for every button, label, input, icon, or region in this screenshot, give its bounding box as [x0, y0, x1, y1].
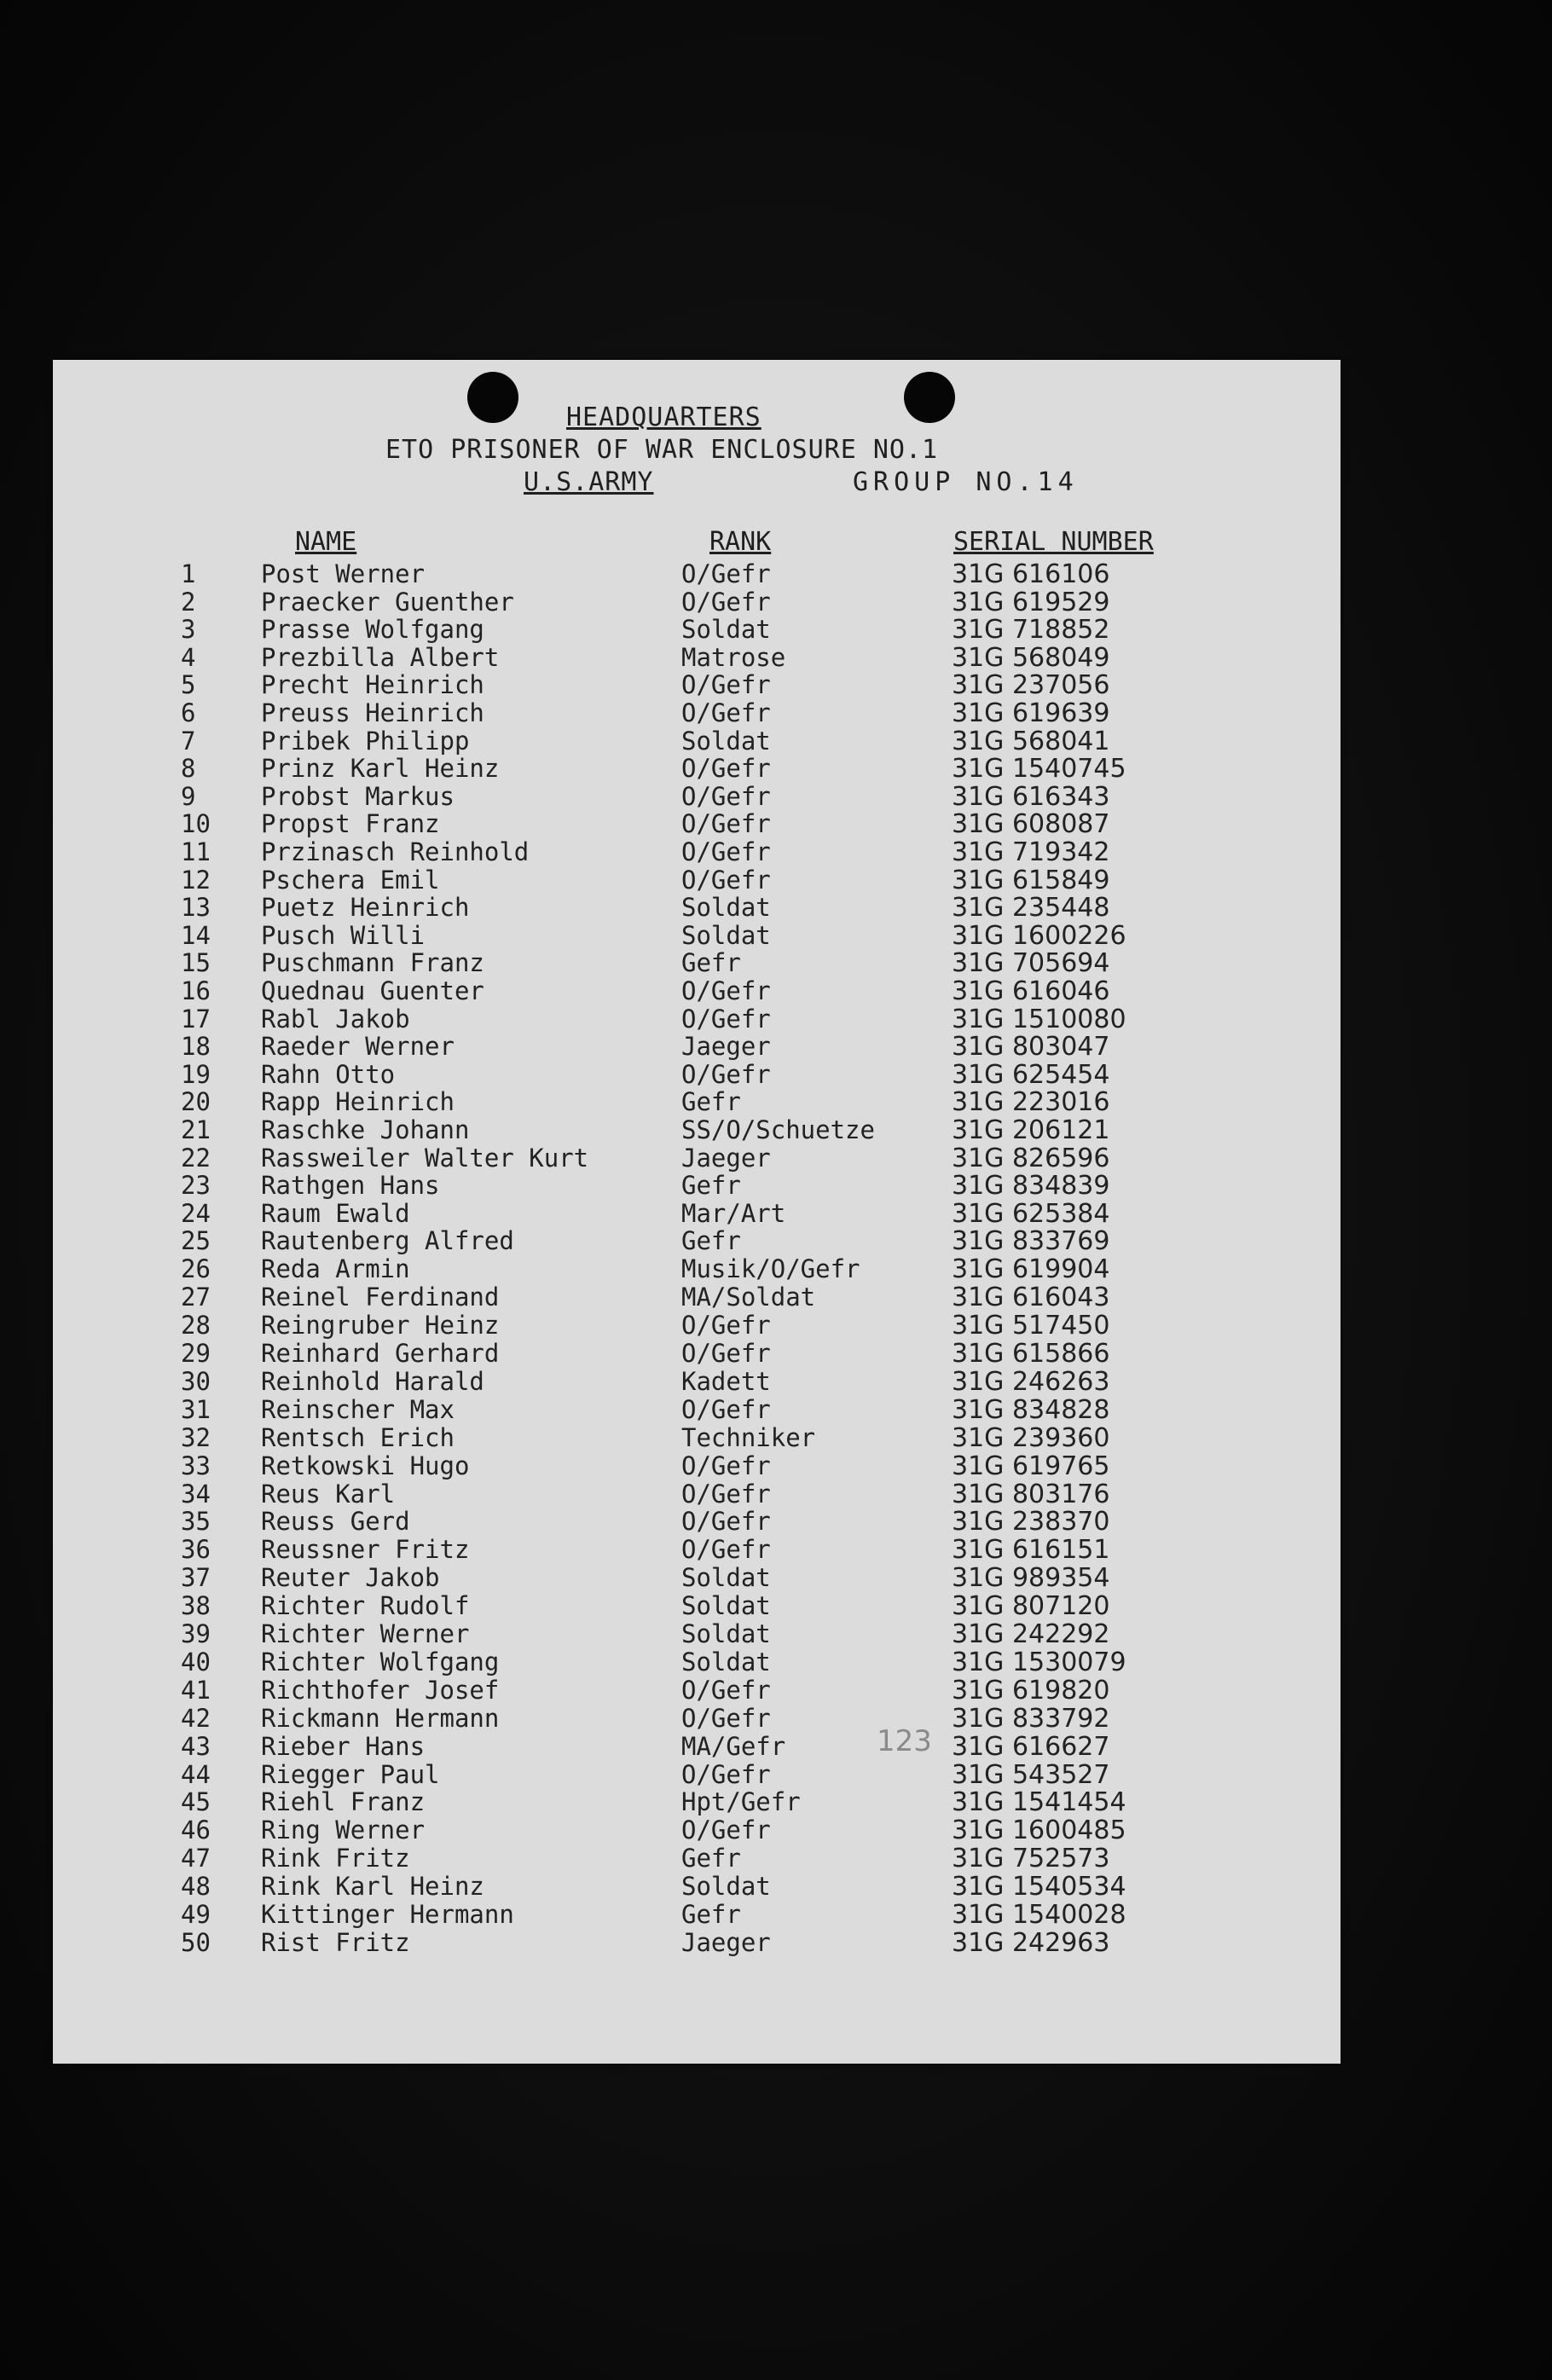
- prisoner-name: Reuter Jakob: [261, 1563, 440, 1593]
- table-row: [53, 1395, 1341, 1423]
- prisoner-name: Rickmann Hermann: [261, 1703, 500, 1733]
- prisoner-name: Riegger Paul: [261, 1759, 440, 1789]
- prisoner-serial-number: 31G 826596: [952, 1143, 1110, 1173]
- table-row: [53, 1144, 1341, 1172]
- table-row: [53, 1676, 1341, 1704]
- prisoner-rank: O/Gefr: [681, 1507, 771, 1537]
- table-row: [53, 1647, 1341, 1676]
- prisoner-rank: Soldat: [681, 726, 771, 756]
- row-number: 4: [181, 642, 196, 672]
- prisoner-rank: O/Gefr: [681, 837, 771, 866]
- prisoner-rank: Soldat: [681, 1647, 771, 1676]
- table-row: [53, 588, 1341, 616]
- table-row: [53, 837, 1341, 866]
- prisoner-rank: Kadett: [681, 1366, 771, 1396]
- table-row: [53, 809, 1341, 840]
- table-row: [53, 1254, 1341, 1283]
- prisoner-rank: SS/O/Schuetze: [681, 1115, 875, 1144]
- prisoner-serial-number: 31G 206121: [952, 1115, 1110, 1145]
- prisoner-name: Reinhold Harald: [261, 1366, 484, 1396]
- prisoner-rank: Soldat: [681, 1872, 771, 1902]
- table-row: [53, 1311, 1341, 1339]
- prisoner-rank: Soldat: [681, 920, 771, 950]
- prisoner-rank: Mar/Art: [681, 1198, 786, 1228]
- row-number: 28: [181, 1311, 211, 1341]
- prisoner-rank: Matrose: [681, 642, 786, 672]
- prisoner-rank: O/Gefr: [681, 1703, 771, 1733]
- column-header-serial: SERIAL NUMBER: [953, 527, 1154, 557]
- prisoner-name: Puetz Heinrich: [261, 893, 470, 923]
- prisoner-serial-number: 31G 833792: [952, 1703, 1110, 1734]
- table-row: [53, 1005, 1341, 1033]
- prisoner-name: Post Werner: [261, 559, 426, 588]
- prisoner-serial-number: 31G 719342: [952, 837, 1110, 867]
- prisoner-rank: O/Gefr: [681, 1394, 771, 1424]
- prisoner-rank: O/Gefr: [681, 1815, 771, 1845]
- prisoner-name: Richter Rudolf: [261, 1591, 470, 1621]
- prisoner-rank: Soldat: [681, 615, 771, 645]
- prisoner-rank: Gefr: [681, 1226, 741, 1256]
- prisoner-rank: Soldat: [681, 1591, 771, 1621]
- prisoner-serial-number: 31G 1540534: [952, 1872, 1126, 1902]
- prisoner-rank: Soldat: [681, 1563, 771, 1593]
- prisoner-name: Retkowski Hugo: [261, 1451, 470, 1480]
- punch-hole-left: [467, 372, 518, 423]
- prisoner-rank: O/Gefr: [681, 1311, 771, 1341]
- table-row: [53, 1787, 1341, 1818]
- row-number: 29: [181, 1339, 211, 1368]
- header-enclosure: ETO PRISONER OF WAR ENCLOSURE NO.1: [385, 435, 939, 465]
- row-number: 41: [181, 1675, 211, 1705]
- prisoner-name: Przinasch Reinhold: [261, 837, 530, 866]
- row-number: 33: [181, 1451, 211, 1480]
- row-number: 13: [181, 893, 211, 923]
- table-row: [53, 1115, 1341, 1144]
- table-row: [53, 948, 1341, 979]
- prisoner-serial-number: 31G 1530079: [952, 1647, 1126, 1677]
- prisoner-rank: O/Gefr: [681, 1059, 771, 1089]
- prisoner-serial-number: 31G 619639: [952, 698, 1110, 728]
- prisoner-serial-number: 31G 718852: [952, 615, 1110, 646]
- row-number: 12: [181, 865, 211, 895]
- table-row: [53, 1451, 1341, 1480]
- row-number: 21: [181, 1115, 211, 1144]
- table-row: [53, 1704, 1341, 1732]
- table-row: [53, 1199, 1341, 1227]
- row-number: 18: [181, 1032, 211, 1062]
- prisoner-name: Preuss Heinrich: [261, 698, 484, 727]
- prisoner-rank: O/Gefr: [681, 559, 771, 588]
- prisoner-rank: O/Gefr: [681, 698, 771, 727]
- prisoner-name: Probst Markus: [261, 781, 455, 811]
- prisoner-name: Reda Armin: [261, 1254, 410, 1284]
- row-number: 22: [181, 1143, 211, 1173]
- prisoner-serial-number: 31G 615866: [952, 1339, 1110, 1369]
- prisoner-serial-number: 31G 625384: [952, 1198, 1110, 1229]
- prisoner-rank: O/Gefr: [681, 1339, 771, 1368]
- prisoner-rank: O/Gefr: [681, 1759, 771, 1789]
- prisoner-rank: Gefr: [681, 948, 741, 978]
- prisoner-serial-number: 31G 616046: [952, 976, 1110, 1006]
- table-row: [53, 1844, 1341, 1872]
- prisoner-rank: Soldat: [681, 1619, 771, 1648]
- table-row: [53, 893, 1341, 924]
- table-row: [53, 866, 1341, 894]
- prisoner-rank: Musik/O/Gefr: [681, 1254, 860, 1284]
- prisoner-name: Kittinger Hermann: [261, 1900, 514, 1929]
- table-row: [53, 1872, 1341, 1900]
- prisoner-rank: Jaeger: [681, 1927, 771, 1957]
- prisoner-rank: O/Gefr: [681, 865, 771, 895]
- table-row: [53, 1087, 1341, 1118]
- row-number: 15: [181, 948, 211, 978]
- prisoner-name: Prinz Karl Heinz: [261, 754, 500, 784]
- prisoner-serial-number: 31G 989354: [952, 1563, 1110, 1594]
- prisoner-rank: O/Gefr: [681, 976, 771, 1005]
- prisoner-rank: Hpt/Gefr: [681, 1787, 801, 1817]
- table-row: [53, 1815, 1341, 1844]
- prisoner-serial-number: 31G 1540028: [952, 1900, 1126, 1930]
- prisoner-rank: O/Gefr: [681, 587, 771, 617]
- prisoner-name: Rieber Hans: [261, 1731, 426, 1761]
- prisoner-name: Reussner Fritz: [261, 1535, 470, 1565]
- row-number: 3: [181, 615, 196, 645]
- prisoner-name: Reinel Ferdinand: [261, 1283, 500, 1312]
- prisoner-name: Raschke Johann: [261, 1115, 470, 1144]
- table-row: [53, 1507, 1341, 1535]
- row-number: 42: [181, 1703, 211, 1733]
- prisoner-name: Raum Ewald: [261, 1198, 410, 1228]
- prisoner-serial-number: 31G 616106: [952, 559, 1110, 589]
- row-number: 43: [181, 1731, 211, 1761]
- prisoner-rank: O/Gefr: [681, 670, 771, 700]
- prisoner-name: Rentsch Erich: [261, 1422, 455, 1452]
- prisoner-rank: MA/Soldat: [681, 1283, 816, 1312]
- row-number: 10: [181, 809, 211, 839]
- prisoner-serial-number: 31G 833769: [952, 1226, 1110, 1257]
- table-row: [53, 1732, 1341, 1760]
- prisoner-name: Pusch Willi: [261, 920, 426, 950]
- table-row: [53, 1171, 1341, 1202]
- table-row: [53, 1760, 1341, 1788]
- prisoner-rank: MA/Gefr: [681, 1731, 786, 1761]
- prisoner-rank: O/Gefr: [681, 1535, 771, 1565]
- prisoner-name: Reinscher Max: [261, 1394, 455, 1424]
- prisoner-name: Rassweiler Walter Kurt: [261, 1143, 589, 1173]
- prisoner-rank: O/Gefr: [681, 809, 771, 839]
- header-headquarters: HEADQUARTERS: [566, 402, 762, 432]
- row-number: 1: [181, 559, 196, 588]
- prisoner-serial-number: 31G 568041: [952, 726, 1110, 756]
- row-number: 31: [181, 1394, 211, 1424]
- prisoner-name: Prezbilla Albert: [261, 642, 500, 672]
- prisoner-serial-number: 31G 1600485: [952, 1815, 1126, 1846]
- prisoner-name: Precht Heinrich: [261, 670, 484, 700]
- prisoner-serial-number: 31G 608087: [952, 809, 1110, 840]
- prisoner-name: Richthofer Josef: [261, 1675, 500, 1705]
- prisoner-serial-number: 31G 625454: [952, 1059, 1110, 1090]
- prisoner-rank: O/Gefr: [681, 1451, 771, 1480]
- table-row: [53, 1032, 1341, 1063]
- table-row: [53, 727, 1341, 755]
- table-row: [53, 754, 1341, 785]
- table-row: [53, 1563, 1341, 1594]
- prisoner-serial-number: 31G 616043: [952, 1283, 1110, 1313]
- prisoner-name: Rautenberg Alfred: [261, 1226, 514, 1256]
- table-row: [53, 1339, 1341, 1367]
- prisoner-serial-number: 31G 1510080: [952, 1004, 1126, 1034]
- table-row: [53, 1423, 1341, 1451]
- table-row: [53, 1619, 1341, 1647]
- prisoner-name: Quednau Guenter: [261, 976, 484, 1005]
- header-group: GROUP NO.14: [853, 467, 1079, 497]
- row-number: 20: [181, 1087, 211, 1117]
- prisoner-serial-number: 31G 1540745: [952, 754, 1126, 785]
- table-row: [53, 1283, 1341, 1311]
- prisoner-serial-number: 31G 803176: [952, 1479, 1110, 1509]
- prisoner-serial-number: 31G 803047: [952, 1032, 1110, 1063]
- prisoner-serial-number: 31G 238370: [952, 1507, 1110, 1537]
- table-row: [53, 782, 1341, 810]
- row-number: 11: [181, 837, 211, 866]
- prisoner-name: Propst Franz: [261, 809, 440, 839]
- prisoner-rank: O/Gefr: [681, 1004, 771, 1034]
- prisoner-name: Raeder Werner: [261, 1032, 455, 1062]
- prisoner-serial-number: 31G 223016: [952, 1087, 1110, 1118]
- prisoner-serial-number: 31G 615849: [952, 865, 1110, 895]
- row-number: 27: [181, 1283, 211, 1312]
- table-row: [53, 1900, 1341, 1928]
- prisoner-name: Rink Karl Heinz: [261, 1872, 484, 1902]
- table-row: [53, 1060, 1341, 1088]
- row-number: 23: [181, 1171, 211, 1201]
- table-row: [53, 1535, 1341, 1566]
- prisoner-name: Rink Fritz: [261, 1844, 410, 1873]
- prisoner-name: Rahn Otto: [261, 1059, 396, 1089]
- row-number: 6: [181, 698, 196, 727]
- prisoner-rank: O/Gefr: [681, 1479, 771, 1508]
- prisoner-rank: Gefr: [681, 1844, 741, 1873]
- row-number: 19: [181, 1059, 211, 1089]
- prisoner-serial-number: 31G 543527: [952, 1759, 1110, 1790]
- row-number: 9: [181, 781, 196, 811]
- prisoner-serial-number: 31G 246263: [952, 1366, 1110, 1397]
- prisoner-rank: O/Gefr: [681, 781, 771, 811]
- page-number-stamp: 123: [877, 1724, 932, 1758]
- row-number: 17: [181, 1004, 211, 1034]
- table-row: [53, 1367, 1341, 1395]
- prisoner-name: Rabl Jakob: [261, 1004, 410, 1034]
- table-row: [53, 1928, 1341, 1956]
- prisoner-serial-number: 31G 239360: [952, 1422, 1110, 1453]
- row-number: 46: [181, 1815, 211, 1845]
- prisoner-serial-number: 31G 807120: [952, 1591, 1110, 1622]
- column-header-name: NAME: [295, 527, 357, 557]
- row-number: 16: [181, 976, 211, 1005]
- prisoner-name: Reuss Gerd: [261, 1507, 410, 1537]
- prisoner-rank: Jaeger: [681, 1143, 771, 1173]
- row-number: 39: [181, 1619, 211, 1648]
- prisoner-rank: Soldat: [681, 893, 771, 923]
- row-number: 14: [181, 920, 211, 950]
- punch-hole-right: [904, 372, 955, 423]
- prisoner-serial-number: 31G 834839: [952, 1171, 1110, 1202]
- prisoner-serial-number: 31G 242963: [952, 1927, 1110, 1958]
- prisoner-serial-number: 31G 568049: [952, 642, 1110, 673]
- row-number: 25: [181, 1226, 211, 1256]
- prisoner-serial-number: 31G 616343: [952, 781, 1110, 812]
- row-number: 48: [181, 1872, 211, 1902]
- prisoner-name: Praecker Guenther: [261, 587, 514, 617]
- row-number: 32: [181, 1422, 211, 1452]
- table-row: [53, 643, 1341, 671]
- row-number: 44: [181, 1759, 211, 1789]
- row-number: 47: [181, 1844, 211, 1873]
- row-number: 7: [181, 726, 196, 756]
- prisoner-name: Rapp Heinrich: [261, 1087, 455, 1117]
- table-row: [53, 1591, 1341, 1622]
- row-number: 37: [181, 1563, 211, 1593]
- prisoner-serial-number: 31G 1600226: [952, 920, 1126, 951]
- table-row: [53, 698, 1341, 727]
- row-number: 49: [181, 1900, 211, 1929]
- prisoner-serial-number: 31G 517450: [952, 1311, 1110, 1341]
- prisoner-serial-number: 31G 619820: [952, 1675, 1110, 1705]
- column-header-rank: RANK: [709, 527, 772, 557]
- prisoner-serial-number: 31G 1541454: [952, 1787, 1126, 1818]
- prisoner-name: Ring Werner: [261, 1815, 426, 1845]
- row-number: 8: [181, 754, 196, 784]
- prisoner-name: Riehl Franz: [261, 1787, 426, 1817]
- row-number: 36: [181, 1535, 211, 1565]
- prisoner-serial-number: 31G 237056: [952, 670, 1110, 701]
- prisoner-name: Richter Wolfgang: [261, 1647, 500, 1676]
- row-number: 34: [181, 1479, 211, 1508]
- prisoner-name: Rathgen Hans: [261, 1171, 440, 1201]
- table-row: [53, 670, 1341, 701]
- table-row: [53, 1480, 1341, 1508]
- document-page: [53, 360, 1341, 2064]
- prisoner-rank: O/Gefr: [681, 754, 771, 784]
- row-number: 35: [181, 1507, 211, 1537]
- row-number: 26: [181, 1254, 211, 1284]
- prisoner-serial-number: 31G 834828: [952, 1394, 1110, 1425]
- prisoner-name: Richter Werner: [261, 1619, 470, 1648]
- prisoner-name: Reinhard Gerhard: [261, 1339, 500, 1368]
- prisoner-rank: Gefr: [681, 1171, 741, 1201]
- row-number: 45: [181, 1787, 211, 1817]
- row-number: 2: [181, 587, 196, 617]
- prisoner-name: Pribek Philipp: [261, 726, 470, 756]
- table-row: [53, 976, 1341, 1005]
- table-row: [53, 921, 1341, 949]
- prisoner-serial-number: 31G 705694: [952, 948, 1110, 979]
- prisoner-serial-number: 31G 616151: [952, 1535, 1110, 1566]
- row-number: 40: [181, 1647, 211, 1676]
- prisoner-name: Pschera Emil: [261, 865, 440, 895]
- prisoner-name: Rist Fritz: [261, 1927, 410, 1957]
- prisoner-serial-number: 31G 619904: [952, 1254, 1110, 1285]
- row-number: 38: [181, 1591, 211, 1621]
- row-number: 30: [181, 1366, 211, 1396]
- prisoner-serial-number: 31G 235448: [952, 893, 1110, 924]
- prisoner-rank: Gefr: [681, 1900, 741, 1929]
- prisoner-name: Reus Karl: [261, 1479, 396, 1508]
- prisoner-serial-number: 31G 616627: [952, 1731, 1110, 1762]
- prisoner-name: Prasse Wolfgang: [261, 615, 484, 645]
- prisoner-rank: Techniker: [681, 1422, 816, 1452]
- header-army: U.S.ARMY: [524, 467, 654, 497]
- prisoner-name: Puschmann Franz: [261, 948, 484, 978]
- prisoner-rank: Jaeger: [681, 1032, 771, 1062]
- prisoner-rank: O/Gefr: [681, 1675, 771, 1705]
- prisoner-serial-number: 31G 752573: [952, 1844, 1110, 1874]
- prisoner-rank: Gefr: [681, 1087, 741, 1117]
- row-number: 24: [181, 1198, 211, 1228]
- table-row: [53, 615, 1341, 646]
- row-number: 50: [181, 1927, 211, 1957]
- table-row: [53, 559, 1341, 588]
- row-number: 5: [181, 670, 196, 700]
- prisoner-name: Reingruber Heinz: [261, 1311, 500, 1341]
- prisoner-serial-number: 31G 242292: [952, 1619, 1110, 1649]
- prisoner-serial-number: 31G 619529: [952, 587, 1110, 617]
- table-row: [53, 1226, 1341, 1257]
- prisoner-serial-number: 31G 619765: [952, 1451, 1110, 1481]
